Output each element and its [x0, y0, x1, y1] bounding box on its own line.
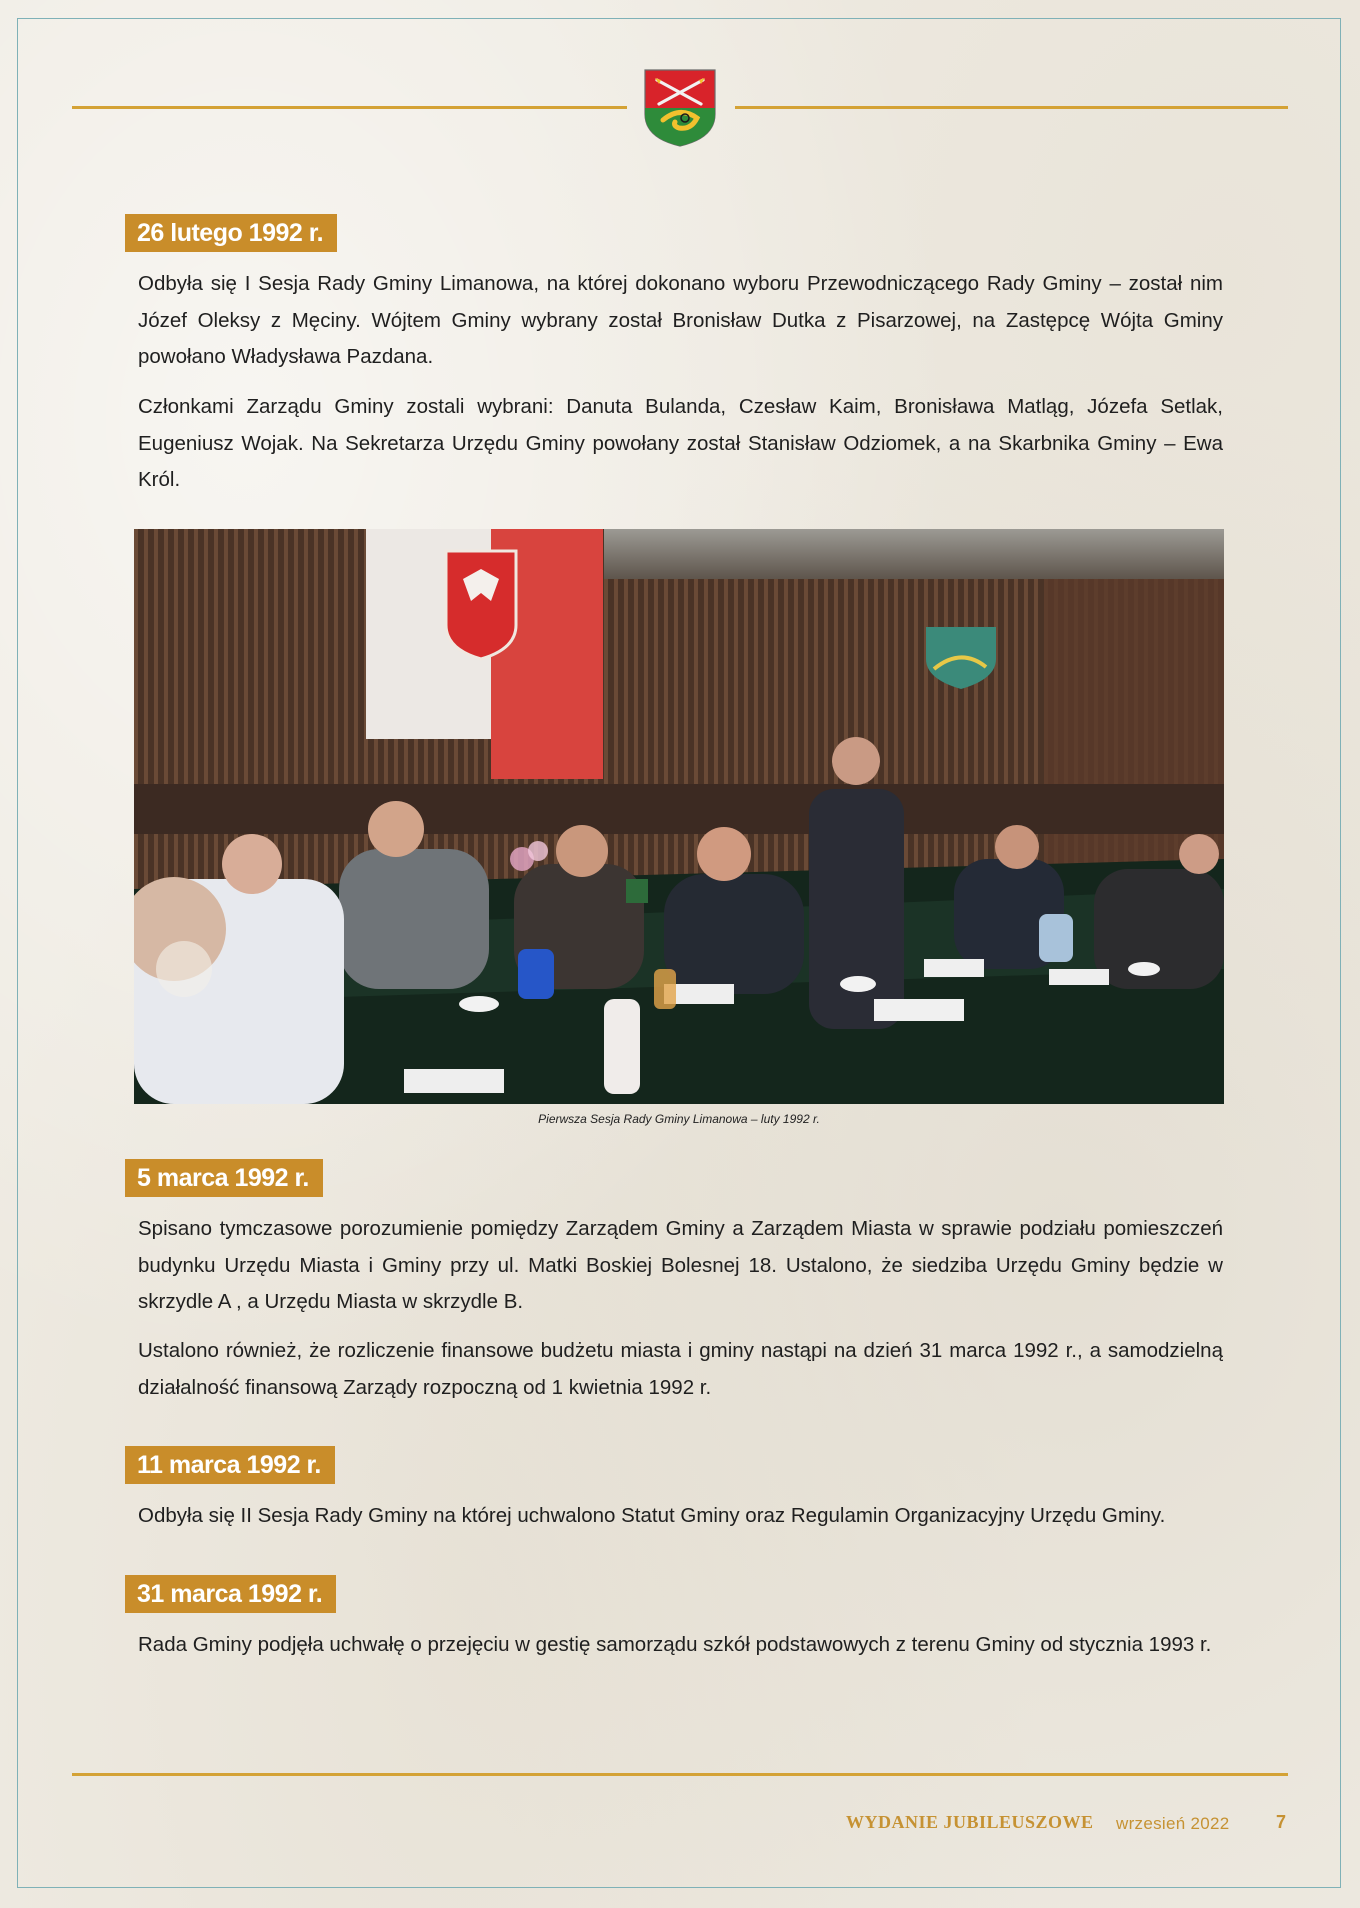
section-1-paragraph-2: Członkami Zarządu Gminy zostali wybrani: Danuta Bulanda, Czesław Kaim, Bronisława Matląg, Józefa Setlak, Eugeniusz Wojak. Na Sekretarza Urzędu Gminy powołany został Stanisław Odziomek, a na Skarbnika Gminy – Ewa Król.	[138, 395, 1223, 491]
date-label-31-marca: 31 marca 1992 r.	[125, 1575, 336, 1613]
section-2-paragraph-1: Spisano tymczasowe porozumienie pomiędzy Zarządem Gminy a Zarządem Miasta w sprawie podziału pomieszczeń budynku Urzędu Miasta i Gminy przy ul. Matki Boskiej Bolesnej 18. Ustalono, że siedziba Urzędu Gminy będzie w skrzydle A , a Urzędu Miasta w skrzydle B.	[138, 1217, 1223, 1313]
header-rule-left	[72, 106, 627, 109]
header-rule-right	[735, 106, 1288, 109]
section-2-paragraph-2: Ustalono również, że rozliczenie finansowe budżetu miasta i gminy nastąpi na dzień 31 marca 1992 r., a samodzielną działalność finansową Zarządy rozpoczną od 1 kwietnia 1992 r.	[138, 1339, 1223, 1399]
date-label-5-marca: 5 marca 1992 r.	[125, 1159, 323, 1197]
photo-caption: Pierwsza Sesja Rady Gminy Limanowa – luty 1992 r.	[538, 1112, 820, 1126]
section-1-paragraph-1: Odbyła się I Sesja Rady Gminy Limanowa, na której dokonano wyboru Przewodniczącego Rady Gminy – został nim Józef Oleksy z Męciny. Wójtem Gminy wybrany został Bronisław Dutka z Pisarzowej, na Zastępcę Wójta Gminy powołano Władysława Pazdana.	[138, 272, 1223, 368]
footer-rule	[72, 1773, 1288, 1776]
section-3-paragraph-1: Odbyła się II Sesja Rady Gminy na której uchwalono Statut Gminy oraz Regulamin Organizacyjny Urzędu Gminy.	[138, 1504, 1166, 1527]
council-session-photo-illustration	[134, 529, 1224, 1104]
limanowa-coat-of-arms-icon	[643, 68, 717, 148]
section-4-paragraph-1: Rada Gminy podjęła uchwałę o przejęciu w gestię samorządu szkół podstawowych z terenu Gminy od stycznia 1993 r.	[138, 1633, 1212, 1656]
page-number: 7	[1276, 1812, 1287, 1832]
date-label-11-marca: 11 marca 1992 r.	[125, 1446, 335, 1484]
date-label-26-lutego: 26 lutego 1992 r.	[125, 214, 337, 252]
council-session-photo	[134, 529, 1224, 1104]
footer-issue-date: wrzesień 2022	[1116, 1814, 1230, 1833]
footer-publication-title: WYDANIE JUBILEUSZOWE	[846, 1812, 1094, 1832]
